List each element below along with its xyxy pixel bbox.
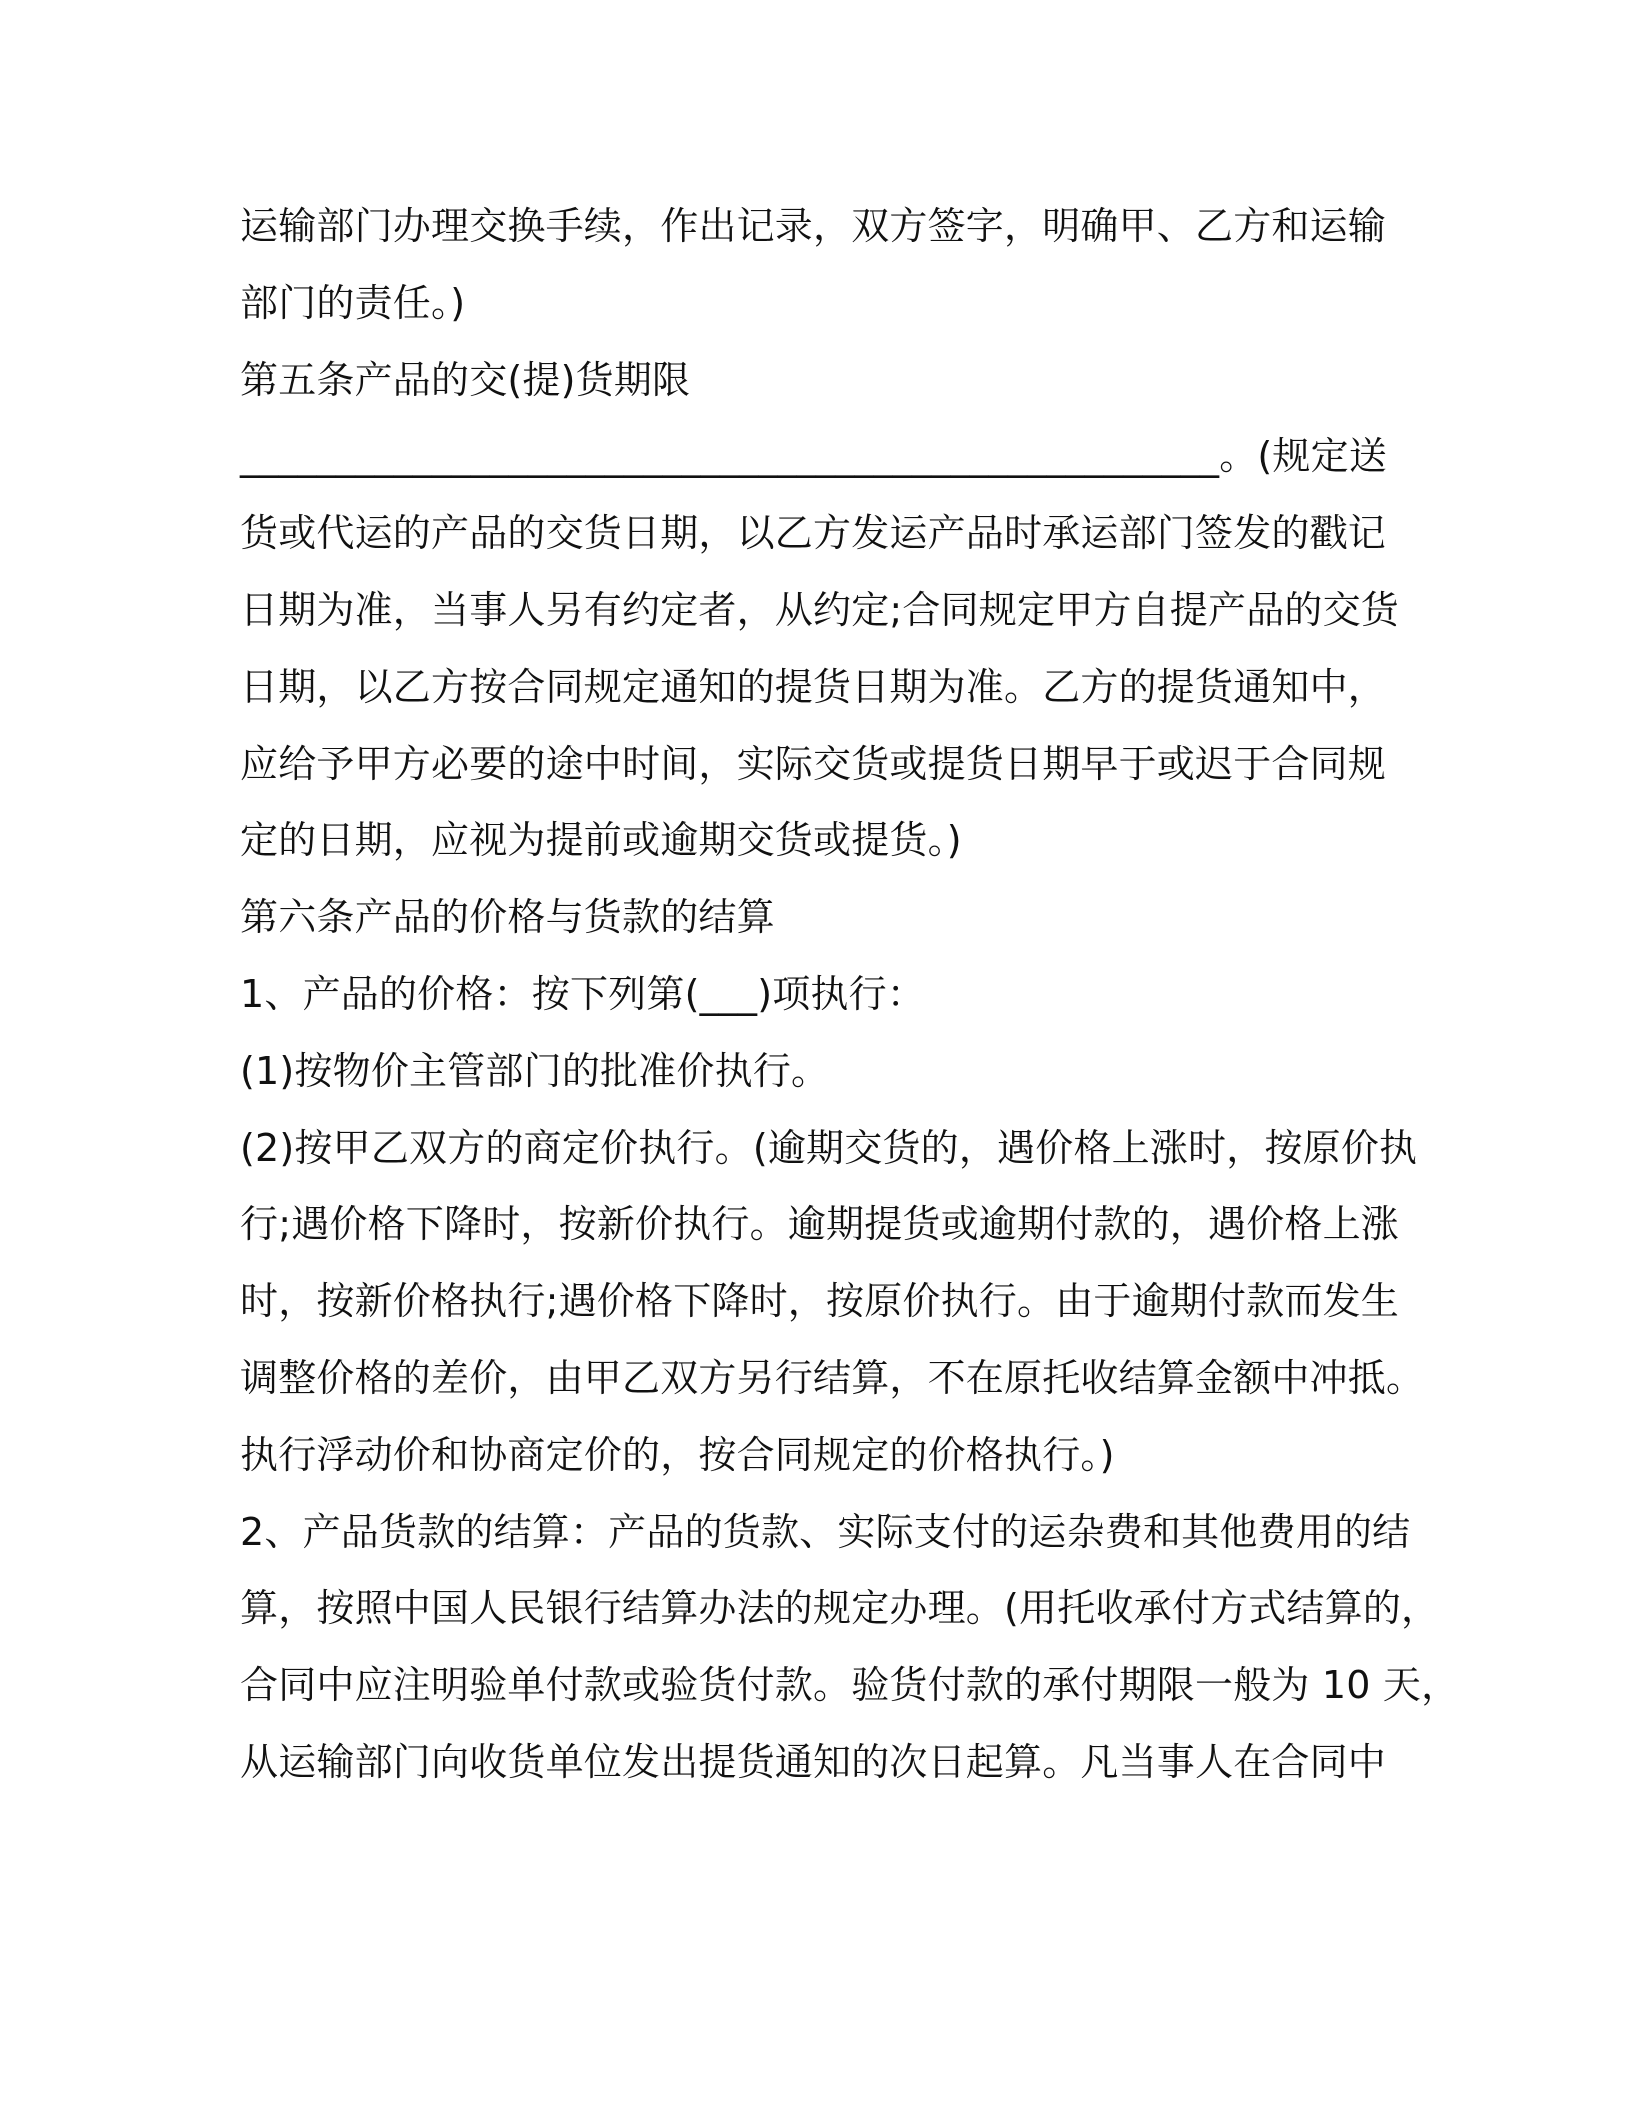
fill-in-blank-line: ___________________________________________________。(规定送 [240,434,1388,479]
text-line: 调整价格的差价，由甲乙双方另行结算，不在原托收结算金额中冲抵。 [240,1355,1425,1400]
clause-price: 1、产品的价格：按下列第(___)项执行： [240,971,926,1016]
text-line: 定的日期，应视为提前或逾期交货或提货。) [240,818,962,863]
text-line: 行;遇价格下降时，按新价执行。逾期提货或逾期付款的，遇价格上涨 [240,1202,1400,1247]
text-line: 时，按新价格执行;遇价格下降时，按原价执行。由于逾期付款而发生 [240,1279,1400,1324]
section-heading-article-5: 第五条产品的交(提)货期限 [240,357,691,402]
text-line: 日期，以乙方按合同规定通知的提货日期为准。乙方的提货通知中， [240,664,1387,709]
text-line: 从运输部门向收货单位发出提货通知的次日起算。凡当事人在合同中 [240,1739,1387,1784]
text-line: 合同中应注明验单付款或验货付款。验货付款的承付期限一般为 10 天， [240,1663,1460,1708]
clause-item-2: (2)按甲乙双方的商定价执行。(逾期交货的，遇价格上涨时，按原价执 [240,1125,1418,1170]
text-line: 部门的责任。) [240,280,466,325]
clause-settlement: 2、产品货款的结算：产品的货款、实际支付的运杂费和其他费用的结 [240,1509,1411,1554]
text-line: 应给予甲方必要的途中时间，实际交货或提货日期早于或迟于合同规 [240,741,1387,786]
section-heading-article-6: 第六条产品的价格与货款的结算 [240,895,775,940]
contract-text-body [240,188,1460,1801]
text-line: 算，按照中国人民银行结算办法的规定办理。(用托收承付方式结算的， [240,1586,1440,1631]
clause-item-1: (1)按物价主管部门的批准价执行。 [240,1048,830,1093]
text-line: 执行浮动价和协商定价的，按合同规定的价格执行。) [240,1432,1115,1477]
text-line: 运输部门办理交换手续，作出记录，双方签字，明确甲、乙方和运输 [240,204,1387,248]
text-line: 日期为准，当事人另有约定者，从约定;合同规定甲方自提产品的交货 [240,587,1400,632]
text-line: 货或代运的产品的交货日期，以乙方发运产品时承运部门签发的戳记 [240,511,1387,556]
